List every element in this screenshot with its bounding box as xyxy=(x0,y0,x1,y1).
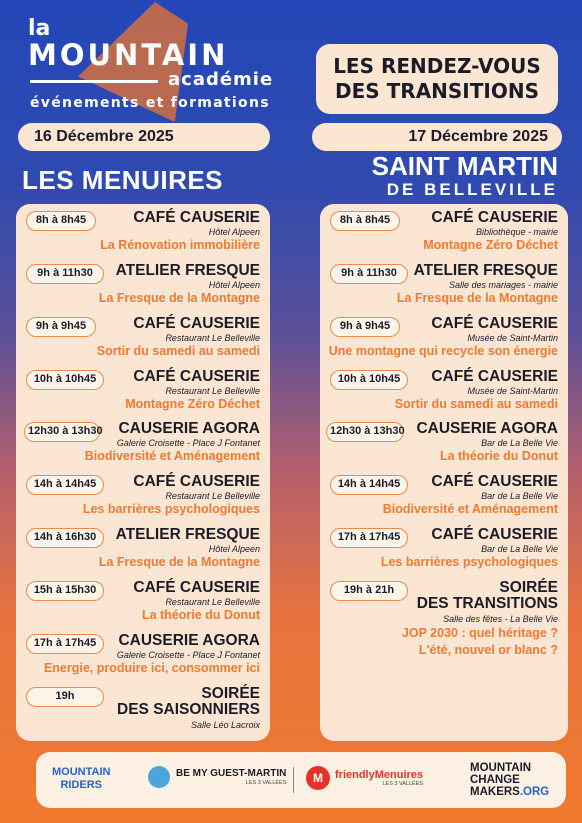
friendly-text: friendlyMenuires xyxy=(335,769,424,781)
event-topic: Energie, produire ici, consommer ici xyxy=(43,661,260,675)
mountain-riders-logo xyxy=(52,766,110,792)
friendly-menuires-logo xyxy=(306,766,423,790)
event-venue: Galerie Croisette - Place J Fontanet xyxy=(116,438,260,448)
event-venue: Salle des mariages - mairie xyxy=(448,280,558,290)
event-topic: La Rénovation immobilière xyxy=(100,238,260,252)
event-item xyxy=(16,261,270,313)
event-item xyxy=(16,208,270,260)
event-venue: Musée de Saint-Martin xyxy=(467,333,558,343)
event-topic: La Fresque de la Montagne xyxy=(98,555,260,569)
be-my-guest-martin-logo xyxy=(148,766,286,788)
time-pill: 10h à 10h45 xyxy=(330,370,408,390)
bmg-mountain-icon xyxy=(148,766,170,788)
bmg-text: BE MY GUEST-MARTIN xyxy=(176,768,287,779)
time-pill: 12h30 à 13h30 xyxy=(326,422,404,442)
event-topic: La Fresque de la Montagne xyxy=(98,291,260,305)
time-pill: 10h à 10h45 xyxy=(26,370,104,390)
event-venue: Restaurant Le Belleville xyxy=(165,386,260,396)
mountain-riders-line-2: RIDERS xyxy=(60,779,103,791)
event-venue: Bar de La Belle Vie xyxy=(481,438,558,448)
logo-rule xyxy=(30,80,158,83)
event-title: CAFÉ CAUSERIE xyxy=(133,368,260,385)
event-title: CAUSERIE AGORA xyxy=(118,420,260,437)
location-right-line-2: DE BELLEVILLE xyxy=(386,180,558,199)
event-item xyxy=(320,367,568,419)
event-topic: Les barrières psychologiques xyxy=(82,502,260,516)
event-item xyxy=(16,525,270,577)
time-pill: 8h à 8h45 xyxy=(330,211,400,231)
event-title: CAFÉ CAUSERIE xyxy=(133,473,260,490)
event-title: ATELIER FRESQUE xyxy=(413,262,558,279)
mcm-org: .ORG xyxy=(519,786,550,798)
sponsor-divider xyxy=(293,767,294,793)
event-topic: La théorie du Donut xyxy=(141,608,260,622)
event-title: ATELIER FRESQUE xyxy=(115,262,260,279)
event-title: CAFÉ CAUSERIE xyxy=(431,526,558,543)
event-title-1: SOIRÉE xyxy=(201,685,260,702)
event-venue: Galerie Croisette - Place J Fontanet xyxy=(116,650,260,660)
event-title: CAFÉ CAUSERIE xyxy=(431,473,558,490)
date-right: 17 Décembre 2025 xyxy=(312,123,562,151)
time-pill: 9h à 11h30 xyxy=(330,264,408,284)
event-venue: Hôtel Alpeen xyxy=(208,544,260,554)
logo-mountain: MOUNTAIN xyxy=(28,38,229,72)
mountain-riders-line-1: MOUNTAIN xyxy=(52,766,111,778)
date-left: 16 Décembre 2025 xyxy=(18,123,270,151)
event-title: CAFÉ CAUSERIE xyxy=(431,315,558,332)
headline-line-1: LES RENDEZ-VOUS xyxy=(333,54,541,78)
time-pill: 19h xyxy=(26,687,104,707)
sponsors-bar xyxy=(36,752,566,808)
event-topic: Sortir du samedi au samedi xyxy=(96,344,260,358)
event-topic: Les barrières psychologiques xyxy=(380,555,558,569)
event-venue: Salle des fêtes - La Belle Vie xyxy=(443,614,558,624)
bmg-subtext: LES 3 VALLÉES xyxy=(245,780,287,786)
event-item xyxy=(16,578,270,630)
event-item xyxy=(16,631,270,683)
event-topic: Biodiversité et Aménagement xyxy=(84,449,260,463)
time-pill: 17h à 17h45 xyxy=(330,528,408,548)
time-pill: 9h à 11h30 xyxy=(26,264,104,284)
mountain-change-makers-logo xyxy=(470,762,549,798)
event-venue: Restaurant Le Belleville xyxy=(165,491,260,501)
mcm-line-2: CHANGE xyxy=(470,774,520,786)
location-right-line-1: SAINT MARTIN xyxy=(371,151,558,181)
time-pill: 9h à 9h45 xyxy=(26,317,96,337)
event-venue: Hôtel Alpeen xyxy=(208,227,260,237)
location-left: LES MENUIRES xyxy=(22,165,224,195)
time-pill: 14h à 16h30 xyxy=(26,528,104,548)
logo-la: la xyxy=(28,16,51,41)
event-item xyxy=(320,261,568,313)
event-title-1: SOIRÉE xyxy=(499,579,558,596)
event-topic: Montagne Zéro Déchet xyxy=(423,238,558,252)
event-venue: Salle Léo Lacroix xyxy=(190,720,260,730)
event-item xyxy=(320,208,568,260)
event-title: CAFÉ CAUSERIE xyxy=(133,579,260,596)
event-venue: Bar de La Belle Vie xyxy=(481,544,558,554)
event-venue: Bar de La Belle Vie xyxy=(481,491,558,501)
event-item-soiree xyxy=(16,684,270,740)
headline-box xyxy=(316,44,558,114)
event-title: CAUSERIE AGORA xyxy=(118,632,260,649)
mcm-line-1: MOUNTAIN xyxy=(470,762,532,774)
logo-academie: académie xyxy=(168,69,274,90)
event-topic: La théorie du Donut xyxy=(439,449,558,463)
schedule-panel-right xyxy=(320,204,568,741)
mountain-academie-logo xyxy=(28,16,274,111)
event-topic-1: JOP 2030 : quel héritage ? xyxy=(401,626,558,640)
time-pill: 17h à 17h45 xyxy=(26,634,104,654)
event-topic: La Fresque de la Montagne xyxy=(396,291,558,305)
event-title: ATELIER FRESQUE xyxy=(115,526,260,543)
event-title: CAFÉ CAUSERIE xyxy=(431,209,558,226)
event-title: CAFÉ CAUSERIE xyxy=(133,315,260,332)
event-topic: Sortir du samedi au samedi xyxy=(394,397,558,411)
event-item xyxy=(16,367,270,419)
schedule-panel-left xyxy=(16,204,270,741)
event-item xyxy=(16,314,270,366)
event-item xyxy=(320,314,568,366)
event-topic: Biodiversité et Aménagement xyxy=(382,502,558,516)
event-item xyxy=(320,419,568,471)
time-pill: 15h à 15h30 xyxy=(26,581,104,601)
time-pill: 14h à 14h45 xyxy=(26,475,104,495)
event-venue: Musée de Saint-Martin xyxy=(467,386,558,396)
event-item-soiree xyxy=(320,578,568,668)
event-title-2: DES TRANSITIONS xyxy=(416,595,558,612)
event-topic: Montagne Zéro Déchet xyxy=(125,397,260,411)
event-title-2: DES SAISONNIERS xyxy=(117,701,260,718)
event-venue: Restaurant Le Belleville xyxy=(165,333,260,343)
time-pill: 19h à 21h xyxy=(330,581,408,601)
event-item xyxy=(16,419,270,471)
logo-tagline: événements et formations xyxy=(30,95,270,111)
event-topic: Une montagne qui recycle son énergie xyxy=(328,344,558,358)
time-pill: 14h à 14h45 xyxy=(330,475,408,495)
friendly-m-icon: M xyxy=(306,766,330,790)
event-topic-2: L'été, nouvel or blanc ? xyxy=(418,643,558,657)
location-right xyxy=(372,152,558,200)
event-title: CAUSERIE AGORA xyxy=(416,420,558,437)
event-title: CAFÉ CAUSERIE xyxy=(431,368,558,385)
event-venue: Restaurant Le Belleville xyxy=(165,597,260,607)
event-venue: Hôtel Alpeen xyxy=(208,280,260,290)
time-pill: 8h à 8h45 xyxy=(26,211,96,231)
event-item xyxy=(16,472,270,524)
event-item xyxy=(320,525,568,577)
time-pill: 12h30 à 13h30 xyxy=(24,422,100,442)
event-item xyxy=(320,472,568,524)
headline-line-2: DES TRANSITIONS xyxy=(335,79,539,103)
friendly-subtext: LES 3 VALLÉES xyxy=(382,781,424,787)
mcm-line-3: MAKERS xyxy=(470,786,520,798)
time-pill: 9h à 9h45 xyxy=(330,317,400,337)
event-venue: Bibliothèque - mairie xyxy=(475,227,558,237)
event-title: CAFÉ CAUSERIE xyxy=(133,209,260,226)
